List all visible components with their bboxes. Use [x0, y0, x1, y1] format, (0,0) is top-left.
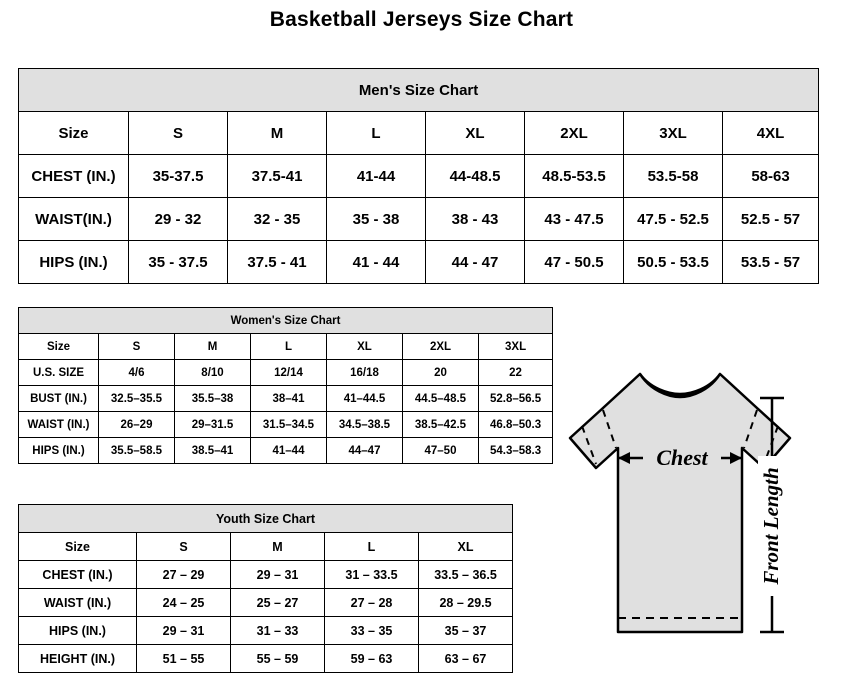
column-header: Size — [19, 533, 137, 561]
youth-chart-banner: Youth Size Chart — [19, 505, 513, 533]
table-row — [19, 69, 819, 112]
table-cell: 35.5–38 — [175, 386, 251, 412]
table-row — [19, 308, 553, 334]
table-cell: 37.5-41 — [228, 155, 327, 198]
table-cell: 27 – 28 — [325, 589, 419, 617]
table-cell: 31 – 33.5 — [325, 561, 419, 589]
table-cell: 16/18 — [327, 360, 403, 386]
table-cell: 27 – 29 — [137, 561, 231, 589]
row-label: WAIST (IN.) — [19, 589, 137, 617]
column-header: S — [137, 533, 231, 561]
table-row — [19, 241, 819, 284]
table-cell: 34.5–38.5 — [327, 412, 403, 438]
table-cell: 41–44.5 — [327, 386, 403, 412]
table-cell: 29–31.5 — [175, 412, 251, 438]
column-header: M — [228, 112, 327, 155]
table-cell: 12/14 — [251, 360, 327, 386]
table-cell: 35.5–58.5 — [99, 438, 175, 464]
front-length-label: Front Length — [759, 467, 783, 585]
table-cell: 47–50 — [403, 438, 479, 464]
column-header: XL — [419, 533, 513, 561]
row-label: HIPS (IN.) — [19, 438, 99, 464]
column-header: L — [327, 112, 426, 155]
table-cell: 35-37.5 — [129, 155, 228, 198]
table-cell: 29 - 32 — [129, 198, 228, 241]
table-cell: 50.5 - 53.5 — [624, 241, 723, 284]
womens-size-chart — [18, 307, 552, 464]
table-cell: 52.8–56.5 — [479, 386, 553, 412]
mens-chart-banner: Men's Size Chart — [19, 69, 819, 112]
column-header: L — [251, 334, 327, 360]
row-label: CHEST (IN.) — [19, 561, 137, 589]
table-row — [19, 198, 819, 241]
row-label: HIPS (IN.) — [19, 617, 137, 645]
column-header: 2XL — [403, 334, 479, 360]
row-label: WAIST(IN.) — [19, 198, 129, 241]
table-cell: 24 – 25 — [137, 589, 231, 617]
table-cell: 51 – 55 — [137, 645, 231, 673]
column-header: XL — [327, 334, 403, 360]
table-row — [19, 533, 513, 561]
table-row — [19, 617, 513, 645]
table-cell: 25 – 27 — [231, 589, 325, 617]
table-cell: 47 - 50.5 — [525, 241, 624, 284]
table-cell: 41–44 — [251, 438, 327, 464]
mens-size-table — [18, 68, 819, 284]
column-header: M — [175, 334, 251, 360]
table-cell: 35 - 37.5 — [129, 241, 228, 284]
page-title: Basketball Jerseys Size Chart — [269, 8, 574, 31]
youth-size-table — [18, 504, 513, 673]
table-cell: 38.5–41 — [175, 438, 251, 464]
table-cell: 37.5 - 41 — [228, 241, 327, 284]
table-cell: 31.5–34.5 — [251, 412, 327, 438]
table-row — [19, 360, 553, 386]
table-cell: 32 - 35 — [228, 198, 327, 241]
mens-size-chart — [18, 68, 818, 284]
column-header: 2XL — [525, 112, 624, 155]
column-header: S — [129, 112, 228, 155]
row-label: WAIST (IN.) — [19, 412, 99, 438]
row-label: HIPS (IN.) — [19, 241, 129, 284]
table-row — [19, 438, 553, 464]
column-header: 3XL — [624, 112, 723, 155]
table-cell: 33 – 35 — [325, 617, 419, 645]
column-header: S — [99, 334, 175, 360]
table-cell: 63 – 67 — [419, 645, 513, 673]
table-cell: 52.5 - 57 — [723, 198, 819, 241]
jersey-measurement-diagram — [528, 360, 833, 682]
womens-size-table — [18, 307, 553, 464]
table-cell: 32.5–35.5 — [99, 386, 175, 412]
table-cell: 33.5 – 36.5 — [419, 561, 513, 589]
table-row — [19, 561, 513, 589]
table-cell: 55 – 59 — [231, 645, 325, 673]
table-cell: 4/6 — [99, 360, 175, 386]
table-cell: 22 — [479, 360, 553, 386]
table-cell: 35 - 38 — [327, 198, 426, 241]
row-label: BUST (IN.) — [19, 386, 99, 412]
table-cell: 31 – 33 — [231, 617, 325, 645]
youth-size-chart — [18, 504, 512, 673]
column-header: M — [231, 533, 325, 561]
column-header: XL — [426, 112, 525, 155]
table-row — [19, 386, 553, 412]
table-cell: 48.5-53.5 — [525, 155, 624, 198]
table-cell: 8/10 — [175, 360, 251, 386]
column-header: Size — [19, 112, 129, 155]
table-cell: 59 – 63 — [325, 645, 419, 673]
table-cell: 44–47 — [327, 438, 403, 464]
column-header: L — [325, 533, 419, 561]
table-row — [19, 645, 513, 673]
table-cell: 47.5 - 52.5 — [624, 198, 723, 241]
table-row — [19, 505, 513, 533]
table-row — [19, 334, 553, 360]
table-row — [19, 412, 553, 438]
table-cell: 53.5 - 57 — [723, 241, 819, 284]
table-cell: 44-48.5 — [426, 155, 525, 198]
table-cell: 44.5–48.5 — [403, 386, 479, 412]
column-header: 3XL — [479, 334, 553, 360]
table-cell: 29 – 31 — [137, 617, 231, 645]
table-row — [19, 112, 819, 155]
table-cell: 43 - 47.5 — [525, 198, 624, 241]
row-label: U.S. SIZE — [19, 360, 99, 386]
table-cell: 28 – 29.5 — [419, 589, 513, 617]
table-row — [19, 155, 819, 198]
table-cell: 41-44 — [327, 155, 426, 198]
column-header: Size — [19, 334, 99, 360]
table-cell: 38.5–42.5 — [403, 412, 479, 438]
table-cell: 53.5-58 — [624, 155, 723, 198]
table-cell: 20 — [403, 360, 479, 386]
table-cell: 26–29 — [99, 412, 175, 438]
table-cell: 58-63 — [723, 155, 819, 198]
table-cell: 44 - 47 — [426, 241, 525, 284]
table-row — [19, 589, 513, 617]
womens-chart-banner: Women's Size Chart — [19, 308, 553, 334]
table-cell: 46.8–50.3 — [479, 412, 553, 438]
table-cell: 35 – 37 — [419, 617, 513, 645]
table-cell: 54.3–58.3 — [479, 438, 553, 464]
table-cell: 38 - 43 — [426, 198, 525, 241]
row-label: CHEST (IN.) — [19, 155, 129, 198]
table-cell: 41 - 44 — [327, 241, 426, 284]
row-label: HEIGHT (IN.) — [19, 645, 137, 673]
chest-label: Chest — [656, 445, 708, 470]
table-cell: 38–41 — [251, 386, 327, 412]
table-cell: 29 – 31 — [231, 561, 325, 589]
column-header: 4XL — [723, 112, 819, 155]
